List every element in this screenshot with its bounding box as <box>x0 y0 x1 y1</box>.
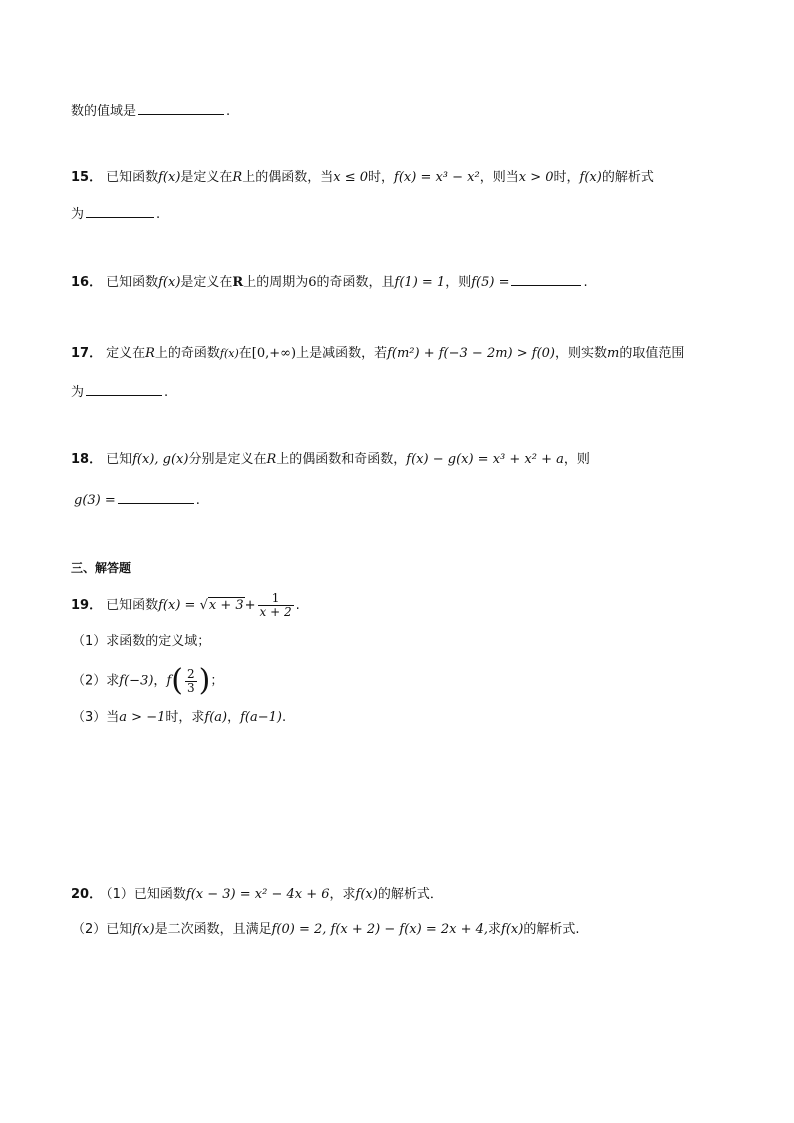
q18-text: ，则 <box>563 452 590 467</box>
q15-fx3: f(x) <box>579 170 602 185</box>
q20-s2-text: 的解析式. <box>523 922 580 937</box>
q19-number: 19． <box>71 598 103 613</box>
q19-s2-f: f <box>166 673 172 689</box>
q20-s1-text: 的解析式． <box>377 887 443 902</box>
q20-s2-fx2: f(x) <box>501 922 524 937</box>
q17-m: m <box>607 346 620 361</box>
q19-s1-label: （1） <box>72 634 107 649</box>
q16-text: 上的周期为 <box>243 275 309 290</box>
q15-text: 上的偶函数，当 <box>242 170 334 185</box>
q15-text: 时， <box>368 170 395 185</box>
q15-line1 <box>71 167 654 189</box>
q20-s2-fx: f(x) <box>132 922 155 937</box>
q17-inequality: f(m²) + f(−3 − 2m) > f(0) <box>387 346 556 361</box>
q20-s2-text: 求 <box>488 922 502 937</box>
q15-fx: f(x) <box>158 170 181 185</box>
q14-end: . <box>226 104 231 119</box>
q16-text: 是定义在 <box>180 275 233 290</box>
q19-s3-f1: f(a) <box>204 710 228 725</box>
q20-s1-fx: f(x) <box>355 887 378 902</box>
q19-s2-paren-right: ) <box>198 663 211 698</box>
q15-text: 的解析式 <box>601 170 654 185</box>
q15-answer-blank[interactable] <box>86 203 154 218</box>
q20-line2 <box>72 919 579 941</box>
q14-tail-line <box>71 100 230 123</box>
q17-text: 上是减函数，若 <box>296 346 388 361</box>
q16-line1 <box>71 271 588 294</box>
q18-number: 18． <box>71 452 103 467</box>
q19-text: 已知函数 <box>106 598 159 613</box>
q19-s3-text: 时，求 <box>165 710 205 725</box>
q18-line1 <box>71 449 590 471</box>
q20-s2-text: 已知 <box>106 922 133 937</box>
q19-s2-f1: f(−3) <box>119 673 154 689</box>
section-title: 三、解答题 <box>71 561 132 575</box>
q15-cond2: x > 0 <box>518 170 554 185</box>
q19-frac-num: 1 <box>258 592 294 606</box>
q17-line2 <box>71 381 168 404</box>
q19-lhs: f(x) = <box>158 598 196 613</box>
q19-sqrt-arg: x + 3 <box>208 598 244 613</box>
q17-text: 为 <box>71 385 85 400</box>
q19-s2-frac-den: 3 <box>186 680 195 695</box>
q17-fx: f(x) <box>219 347 239 360</box>
q19-s2-label: （2） <box>72 673 107 689</box>
q16-answer-blank[interactable] <box>511 271 581 286</box>
q20-s2-condition: f(0) = 2, f(x + 2) − f(x) = 2x + 4, <box>271 922 489 937</box>
q19-s2-frac-num: 2 <box>186 666 195 681</box>
q19-s1-text: 求函数的定义域； <box>106 634 211 649</box>
q19-s2-paren-left: ( <box>171 663 183 698</box>
q19-s3-label: （3） <box>72 710 107 725</box>
q16-ask: f(5) = <box>471 275 510 290</box>
q19-sub1 <box>72 631 210 653</box>
q19-end: . <box>295 598 300 613</box>
q19-sub3 <box>72 707 286 729</box>
q19-fraction <box>258 592 294 619</box>
q16-R: R <box>232 275 244 290</box>
q18-ask: g(3) = <box>74 493 116 508</box>
q17-line1 <box>71 343 684 365</box>
q16-end: . <box>583 275 588 290</box>
q16-text: 的奇函数，且 <box>316 275 395 290</box>
q18-line2 <box>74 489 200 512</box>
q15-cond1: x ≤ 0 <box>333 170 368 185</box>
q18-text: 分别是定义在 <box>188 452 267 467</box>
q19-s3-cond: a > −1 <box>119 710 166 725</box>
q15-number: 15． <box>71 170 103 185</box>
q16-fx: f(x) <box>158 275 181 290</box>
q20-s1-label: （1） <box>106 887 134 902</box>
q16-text: ，则 <box>445 275 472 290</box>
q20-s1-text: ，求 <box>329 887 356 902</box>
q15-equation: = x³ − x² <box>420 170 480 185</box>
q18-equation: f(x) − g(x) = x³ + x² + a <box>406 452 564 467</box>
q17-text: 定义在 <box>106 346 146 361</box>
q17-answer-blank[interactable] <box>86 381 162 396</box>
q15-text: 时， <box>553 170 580 185</box>
q15-text: 已知函数 <box>106 170 159 185</box>
q18-fg: f(x), g(x) <box>132 452 189 467</box>
q19-s3-f2: f(a−1) <box>240 710 282 725</box>
q16-condition: f(1) = 1 <box>394 275 446 290</box>
q16-text: 已知函数 <box>106 275 159 290</box>
q20-line1 <box>71 884 443 906</box>
q15-line2 <box>71 203 160 226</box>
q19-sub2 <box>72 663 224 698</box>
q17-text: 的取值范围 <box>619 346 685 361</box>
q19-s2-end: ； <box>210 673 224 689</box>
q19-s3-end: . <box>282 710 287 725</box>
q20-s1-text: 已知函数 <box>133 887 186 902</box>
q15-fx2: f(x) <box>394 170 417 185</box>
q19-s2-fraction <box>185 668 197 695</box>
q18-text: 已知 <box>106 452 133 467</box>
q17-text: 上的奇函数 <box>154 346 220 361</box>
q14-tail-text: 数的值域是 <box>71 104 137 119</box>
q17-number: 17． <box>71 346 103 361</box>
q19-s2-text: 求 <box>106 673 120 689</box>
q19-frac-den: x + 2 <box>259 605 292 619</box>
q19-sqrt: √x + 3 <box>199 598 244 613</box>
q15-text: 是定义在 <box>180 170 233 185</box>
q17-text: 在 <box>238 346 252 361</box>
q18-answer-blank[interactable] <box>118 489 194 504</box>
q15-R: R <box>232 170 243 185</box>
q15-text: ，则当 <box>479 170 519 185</box>
q17-R: R <box>145 346 155 361</box>
q19-s3-text: 当 <box>106 710 120 725</box>
q15-end: . <box>156 207 161 222</box>
q15-text: 为 <box>71 207 85 222</box>
q19-s3-sep: ， <box>227 710 241 725</box>
q16-number: 16． <box>71 275 103 290</box>
q14-answer-blank[interactable] <box>138 100 224 115</box>
q18-R: R <box>266 452 277 467</box>
q20-s1-equation: f(x − 3) = x² − 4x + 6 <box>185 887 330 902</box>
section-heading <box>71 557 131 579</box>
q19-line1 <box>71 592 300 619</box>
q20-number: 20． <box>71 887 103 902</box>
q19-plus: + <box>244 598 256 613</box>
q18-text: 上的偶函数和奇函数， <box>276 452 407 467</box>
q19-s2-sep: ， <box>153 673 167 689</box>
q17-end: . <box>164 385 169 400</box>
q18-end: . <box>195 493 200 508</box>
q20-s2-text: 是二次函数，且满足 <box>154 922 272 937</box>
q17-text: ，则实数 <box>555 346 608 361</box>
q16-period: 6 <box>308 275 317 290</box>
q20-s2-label: （2） <box>72 922 107 937</box>
q17-interval: [0,+∞) <box>251 346 297 361</box>
